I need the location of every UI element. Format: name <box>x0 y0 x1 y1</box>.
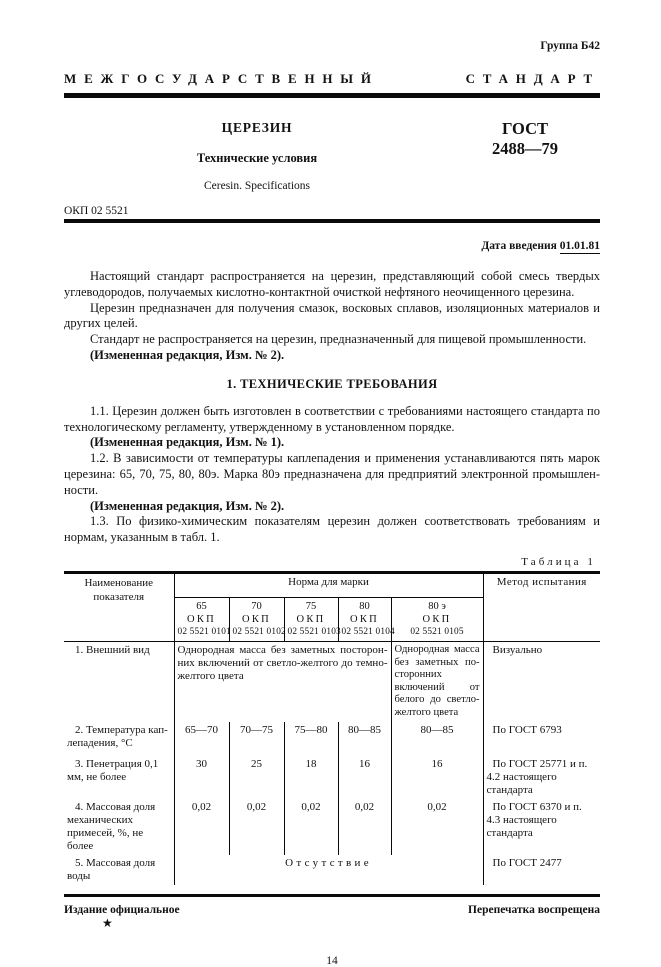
okp-code: ОКП 02 5521 <box>64 205 129 217</box>
clause-1-2-amendment: (Измененная редакция, Изм. № 2). <box>90 498 285 513</box>
table-row-appearance <box>64 641 600 721</box>
clause-1-1-amendment: (Измененная редакция, Изм. № 1). <box>90 435 285 450</box>
standard-type-word-2: СТАНДАРТ <box>465 71 600 86</box>
row-appearance-method: Визуально <box>483 641 600 721</box>
row-drop-point-value-80e: 80—85 <box>391 722 483 756</box>
col-header-norm: Норма для марки <box>174 572 483 597</box>
row-penetration-method: По ГОСТ 25771 и п. 4.2 настоящего стандарта <box>483 756 600 799</box>
row-penetration-name: 3. Пенетрация 0,1 мм, не более <box>67 757 159 783</box>
mark-65-okp-label: ОКП <box>186 613 217 625</box>
intro-paragraph-3: Стандарт не распространяется на церезин, предназначенный для пищевой промышленности. <box>90 332 587 347</box>
footer-reprint-note: Перепечатка воспрещена <box>468 904 600 917</box>
col-header-mark-65 <box>174 597 229 641</box>
mark-80-number: 80 <box>359 600 370 612</box>
mark-65-okp-code: 02 5521 0101 <box>177 626 231 637</box>
table-caption: Таблица 1 <box>521 555 596 568</box>
clause-1-1: 1.1. Церезин должен быть изготовлен в соответствии с требованиями настоящего стандарта по технологическому регламенту, утвержденному в установленном порядке. <box>64 403 600 434</box>
row-drop-point-value-75: 75—80 <box>284 722 338 756</box>
title-left <box>64 98 450 192</box>
row-drop-point-value-65: 65—70 <box>174 722 229 756</box>
gost-label: ГОСТ <box>501 119 549 138</box>
col-header-mark-70 <box>229 597 284 641</box>
row-penetration-value-80e: 16 <box>391 756 483 799</box>
section-1-heading: 1. ТЕХНИЧЕСКИЕ ТРЕБОВАНИЯ <box>226 376 438 391</box>
row-penetration-value-80: 16 <box>338 756 391 799</box>
row-impurities-value-75: 0,02 <box>284 799 338 855</box>
intro-section <box>64 269 600 364</box>
page-number: 14 <box>326 955 338 967</box>
footnote-star-icon: ★ <box>102 916 113 931</box>
gost-number: 2488—79 <box>492 139 558 158</box>
standard-type-heading <box>64 71 600 86</box>
row-appearance-value-80e: Однородная масса без заметных посторонних включений от белого до светло-желтого цвета <box>391 641 483 721</box>
row-appearance-name: 1. Внешний вид <box>75 643 150 656</box>
row-drop-point-value-80: 80—85 <box>338 722 391 756</box>
row-impurities-value-70: 0,02 <box>229 799 284 855</box>
table-header-row-1 <box>64 572 600 597</box>
footer-rule <box>64 894 600 898</box>
row-penetration-value-70: 25 <box>229 756 284 799</box>
mark-80-okp-code: 02 5521 0104 <box>341 626 395 637</box>
mark-75-okp-code: 02 5521 0103 <box>287 626 341 637</box>
clause-1-2: 1.2. В зависимости от температуры каплепадения и применения устанавливаются пять марок церезина: 65, 70, 75, 80, 80э. Марка 80э предназначена для предприятий электронной промышленности. <box>64 451 600 497</box>
table-row-penetration <box>64 756 600 799</box>
row-impurities-value-80e: 0,02 <box>391 799 483 855</box>
col-header-mark-75 <box>284 597 341 641</box>
row-water-method: По ГОСТ 2477 <box>483 855 600 885</box>
col-header-method: Метод испытания <box>483 572 600 641</box>
intro-paragraph-1: Настоящий стандарт распространяется на церезин, представляющий собой смесь твердых углеводородов, получаемых кислотно-контактной очисткой нефтяного неочищенного церезина. <box>64 269 600 299</box>
mark-80e-okp-label: ОКП <box>422 613 452 625</box>
intro-amendment-note: (Измененная редакция, Изм. № 2). <box>90 347 285 362</box>
row-water-value-all: Отсутствие <box>174 855 483 885</box>
mark-70-number: 70 <box>251 600 262 612</box>
mark-65-number: 65 <box>196 600 207 612</box>
table-row-water <box>64 855 600 885</box>
mark-70-okp-label: ОКП <box>241 613 272 625</box>
mark-80e-number: 80 э <box>428 600 446 612</box>
standard-type-word-1: МЕЖГОСУДАРСТВЕННЫЙ <box>64 71 379 86</box>
mark-75-okp-label: ОКП <box>296 613 326 625</box>
document-title: ЦЕРЕЗИН <box>221 120 293 135</box>
row-penetration-value-65: 30 <box>174 756 229 799</box>
mark-80-okp-label: ОКП <box>349 613 380 625</box>
footer <box>64 904 600 916</box>
row-impurities-name: 4. Массовая доля механических примесей, %, не более <box>67 800 156 852</box>
document-subtitle-english: Ceresin. Specifications <box>203 180 311 192</box>
mark-75-number: 75 <box>305 600 317 612</box>
mark-70-okp-code: 02 5521 0102 <box>232 626 286 637</box>
table-row-impurities <box>64 799 600 855</box>
mark-80e-okp-code: 02 5521 0105 <box>410 626 464 637</box>
effective-date-value: 01.01.81 <box>559 240 600 252</box>
title-rule <box>64 219 600 223</box>
spec-table <box>64 571 600 885</box>
clause-1-3: 1.3. По физико-химическим показателям церезин должен соответствовать требованиям и нормам, указанным в табл. 1. <box>64 514 600 545</box>
row-impurities-value-80: 0,02 <box>338 799 391 855</box>
col-header-mark-80e <box>391 597 483 641</box>
row-drop-point-method: По ГОСТ 6793 <box>483 722 600 756</box>
row-drop-point-value-70: 70—75 <box>229 722 284 756</box>
gost-designation <box>450 119 600 159</box>
table-row-drop-point <box>64 722 600 756</box>
col-header-name: Наименование показателя <box>64 572 174 641</box>
row-impurities-method: По ГОСТ 6370 и п. 4.3 настоящего стандарта <box>483 799 600 855</box>
row-penetration-value-75: 18 <box>284 756 338 799</box>
effective-date-label: Дата введения <box>481 240 557 252</box>
row-water-name: 5. Массовая доля воды <box>67 856 156 882</box>
col-header-mark-80 <box>338 597 395 641</box>
document-subtitle: Технические условия <box>196 151 318 165</box>
row-impurities-value-65: 0,02 <box>174 799 229 855</box>
group-code: Группа Б42 <box>540 40 600 52</box>
intro-paragraph-2: Церезин предназначен для получения смазок, восковых сплавов, изоляционных материалов и других целей. <box>64 300 600 331</box>
footer-edition-note: Издание официальное <box>64 904 180 917</box>
row-drop-point-name: 2. Температура каплепадения, °С <box>67 723 168 749</box>
title-block <box>64 98 600 192</box>
effective-date-line <box>64 240 600 252</box>
row-appearance-value-65-80: Однородная масса без заметных посторонних включений от светло-желтого до темно-желтого цвета <box>174 641 391 721</box>
section-1-body <box>64 404 600 546</box>
